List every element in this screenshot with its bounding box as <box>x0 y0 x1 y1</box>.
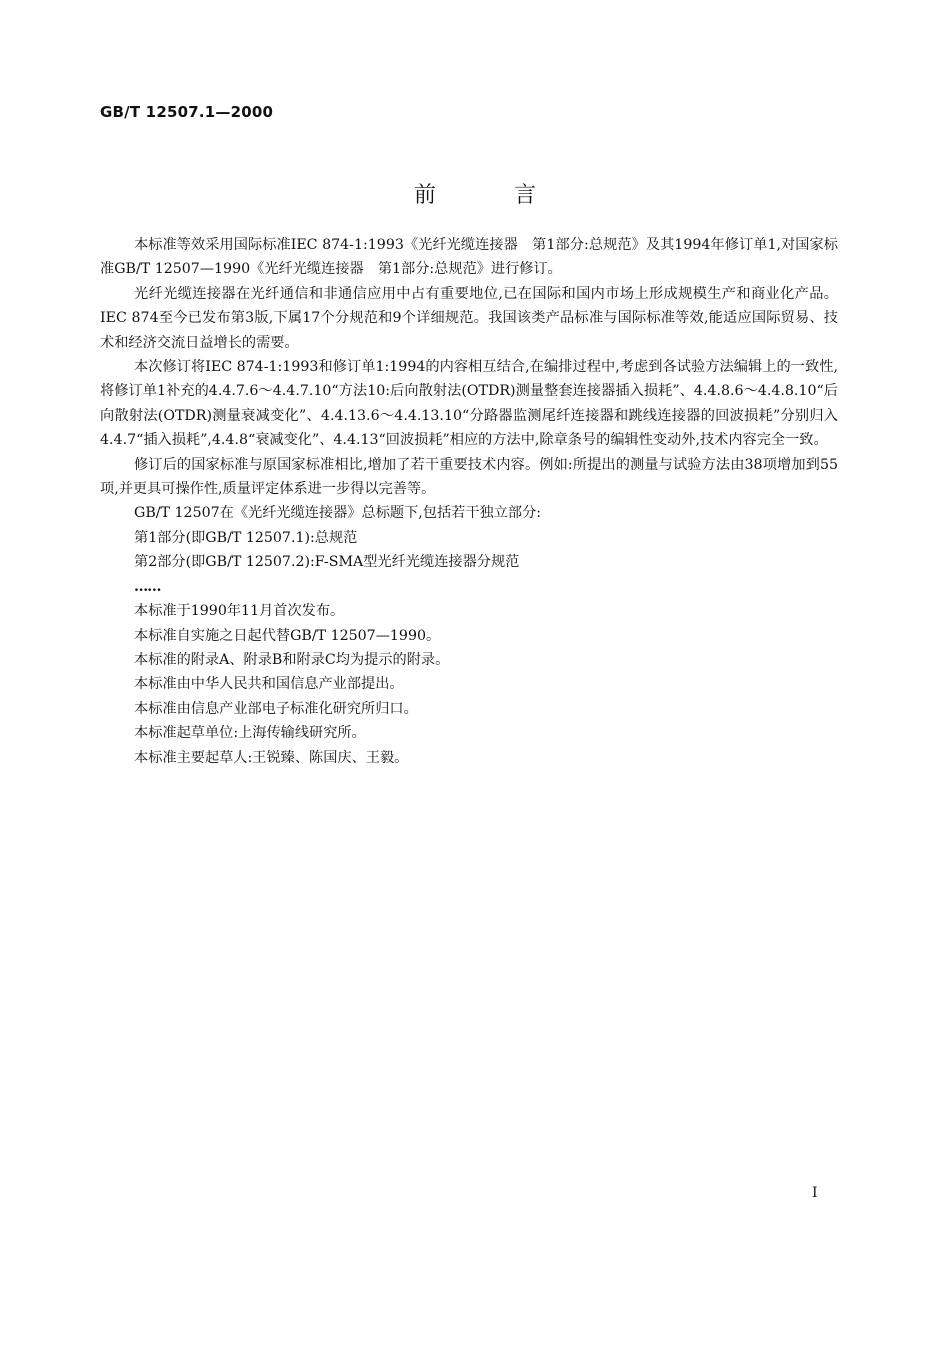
page-title: 前言 <box>413 183 614 208</box>
paragraph-adoption: 本标准等效采用国际标准IEC 874-1:1993《光纤光缆连接器 第1部分:总规范》及其1994年修订单1,对国家标准GB/T 12507—1990《光纤光缆连接器 第1部分:总规范》进行修订。 <box>100 237 838 278</box>
line-part-2: 第2部分(即GB/T 12507.2):F-SMA型光纤光缆连接器分规范 <box>134 554 520 571</box>
line-drafters: 本标准主要起草人:王锐臻、陈国庆、王毅。 <box>134 749 409 766</box>
paragraph-importance: 光纤光缆连接器在光纤通信和非通信应用中占有重要地位,已在国际和国内市场上形成规模生产和商业化产品。IEC 874至今已发布第3版,下属17个分规范和9个详细规范。我国该类产品标准与国际标准等效,能适应国际贸易、技术和经济交流日益增长的需要。 <box>100 285 838 351</box>
standard-number: GB/T 12507.1—2000 <box>100 103 274 121</box>
line-annexes: 本标准的附录A、附录B和附录C均为提示的附录。 <box>134 651 450 668</box>
line-drafting-unit: 本标准起草单位:上海传输线研究所。 <box>134 725 366 742</box>
line-ellipsis: …… <box>134 578 161 595</box>
line-proposed-by: 本标准由中华人民共和国信息产业部提出。 <box>134 676 404 693</box>
paragraph-additions: 修订后的国家标准与原国家标准相比,增加了若干重要技术内容。例如:所提出的测量与试验方法由38项增加到55项,并更具可操作性,质量评定体系进一步得以完善等。 <box>100 456 838 498</box>
foreword-body <box>100 233 838 770</box>
line-first-issued: 本标准于1990年11月首次发布。 <box>134 603 345 620</box>
page-number: I <box>812 1185 818 1201</box>
paragraph-revision: 本次修订将IEC 874-1:1993和修订单1:1994的内容相互结合,在编排过程中,考虑到各试验方法编辑上的一致性,将修订单1补充的4.4.7.6～4.4.7.10“方法10:后向散射法(OTDR)测量整套连接器插入损耗”、4.4.8.6～4.4.8.10“后向散射法(OTDR)测量衰减变化”、4.4.13.6～4.4.13.10“分路器监测尾纤连接器和跳线连接器的回波损耗”分别归入4.4.7“插入损耗”,4.4.8“衰减变化”、4.4.13“回波损耗”相应的方法中,除章条号的编辑性变动外,技术内容完全一致。 <box>100 359 838 449</box>
line-part-1: 第1部分(即GB/T 12507.1):总规范 <box>134 529 358 546</box>
line-series-title: GB/T 12507在《光纤光缆连接器》总标题下,包括若干独立部分: <box>134 505 542 522</box>
line-managed-by: 本标准由信息产业部电子标准化研究所归口。 <box>134 700 418 717</box>
line-replaces: 本标准自实施之日起代替GB/T 12507—1990。 <box>134 627 441 644</box>
